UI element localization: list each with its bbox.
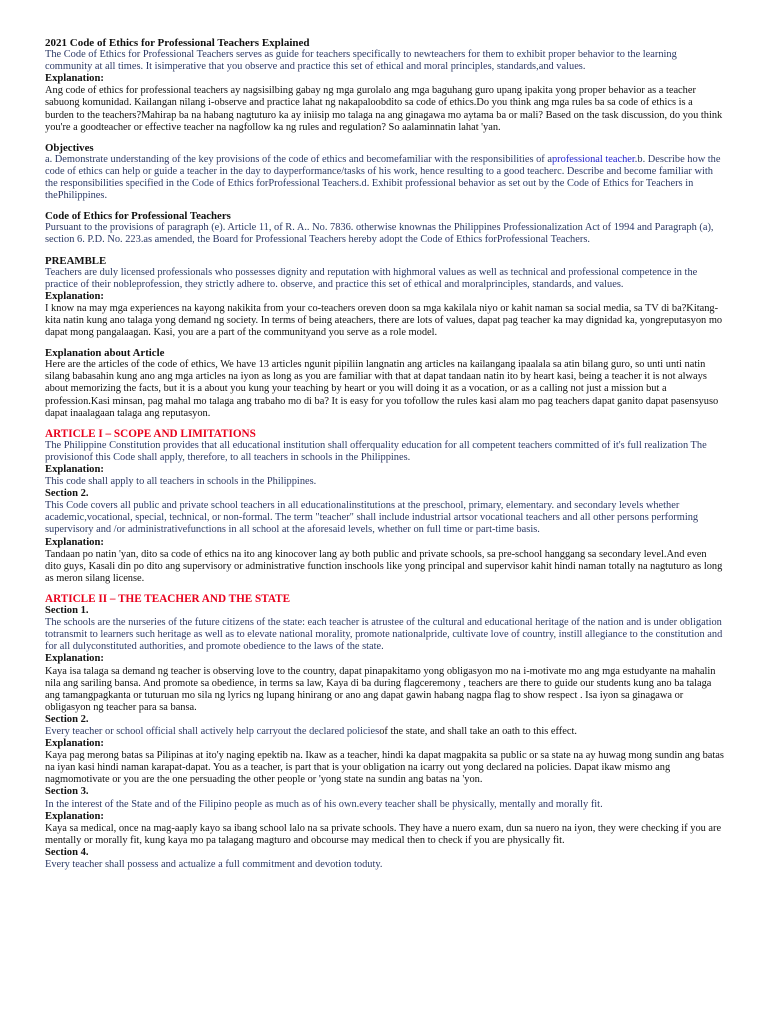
article-1-heading: ARTICLE I – SCOPE AND LIMITATIONS [45,427,256,440]
article-1-text: The Philippine Constitution provides that all educational institution shall offerquality education for all competent teachers committed of it's full realization The provisionof this Code shall apply, therefore, to all teachers in schools in the Philippines. [45,439,707,463]
objectives-text-b: .b. Describe how the code of ethics can help or guide a teacher in the day to dayperformance/tasks of his work, hence resulting to a good teacherc. Describe and become familiar with the responsibilities specified in the Code of Ethics forProfessional Teachers.d. Exhibit professional behavior as set out by the Code of Ethics for Teachers in thePhilippines. [45,153,721,202]
article-1-section-2-text: This Code covers all public and private school teachers in all educationalinstitutions at the preschool, primary, elementary. and secondary levels whether academic,vocational, special, technical, or non-formal. The term "teacher" shall include industrial artsor vocational teachers and all other persons performing supervisory and /or administrativefunctions in all school at the aforesaid levels, whether on full time or part-time basis. [45,500,699,536]
article-1-explanation-text: This code shall apply to all teachers in schools in the Philippines. [45,476,317,488]
objectives-heading: Objectives [45,141,94,154]
article-2-section-2-text [45,726,724,738]
article-2-heading: ARTICLE II – THE TEACHER AND THE STATE [45,592,291,605]
article-2-section-4-label: Section 4. [45,846,89,858]
article-1-section-2-explanation-label: Explanation: [45,536,104,548]
article-2-section-4-text: Every teacher shall possess and actualize a full commitment and devotion toduty. [45,859,383,870]
article-2-section-3-label: Section 3. [45,786,89,798]
intro-paragraph: The Code of Ethics for Professional Teachers serves as guide for teachers specifically to newteachers for them to exhibit proper behavior to the learning community at all times. It isimperative that you observe and practice this set of ethical and moral principles, standards,and values. [45,49,677,73]
preamble-explanation-text: I know na may mga experiences na kayong nakikita from your co-teachers oreven doon sa mga kakilala niyo or kahit naman sa social media, sa TV di ba?Kitang-kita natin kung ano talaga yong demand ng society. In terms of being ateachers, there are lots of values, dapat pag teacher ka may dignidad ka, yongreputasyon mo dapat mong pangalaagan. Kasi, you are a part of the communityand you serve as a role model. [45,302,723,339]
intro-explanation-label: Explanation: [45,73,104,85]
about-article-heading: Explanation about Article [45,347,165,360]
article-2-section-1-explanation-text: Kaya isa talaga sa demand ng teacher is observing love to the country, dapat pinapakitamo yong obligasyon mo na i-motivate mo ang mga estudyante na mahalin nila ang sariling bansa. And promote sa obedience, in terms sa law, Kaya di ba during flagceremony , teachers are there to guide our students kung ano ba talaga ang tamangpagkanta or tuturuan mo sila ng lyrics ng lupang hinirang or ano ang dapat gawin habang nagpa flag to show respect . Isa iyon sa ginagawa or obligasyon ng teacher para sa bansa. [45,665,716,713]
intro-explanation-text: Ang code of ethics for professional teachers ay nagsisilbing gabay ng mga gurolalo ang mga baguhang guro upang ipakita yong proper behavior as a teacher sabuong komunidad. Kailangan nilang i-observe and practice lahat ng nakapaloobdito sa code of ethics.Do you think ang mga rules ba sa code of ethics is a burden to the teachers?Mahirap ba na habang nagtuturo ka ay iniisip mo talaga na ang ginagawa mo aytama ba or mali? Based on the task discussion, do you think you're a goodteacher or effective teacher na nagfollow ka ng rules and regulation? So aalaminnatin lahat 'yan. [45,85,723,133]
preamble-explanation-label: Explanation: [45,290,104,302]
code-of-ethics-heading: Code of Ethics for Professional Teachers [45,210,231,223]
article-1-section-2-label: Section 2. [45,488,89,500]
objectives-text [45,154,724,202]
document-title: 2021 Code of Ethics for Professional Teachers Explained [45,37,310,49]
about-article-text: Here are the articles of the code of ethics, We have 13 articles ngunit pipiliin langnatin ang articles na kailangang ipaalala sa atin bilang guro, so unti unti natin silang babasahin kung ano ang mga articles na iyon as long as you are familiar with that at dapat tandaan natin ito by heart kasi, being a teacher it is not always about memorizing the facts, but it is a about you kung your teaching by heart or you will doing it as a vocation, or as a calling not just a mission but a profession.Kasi minsan, pag mahal mo talaga ang trabaho mo di ba? It is easy for you tofollow the rules kasi alam mo pag teachers dapat ganito dapat pasensyuso dapat inaalagaan talaga ang reputasyon. [45,359,719,419]
article-1-explanation-label: Explanation: [45,464,104,475]
article-2-section-2-explanation-text: Kaya pag merong batas sa Pilipinas at ito'y naging epektib na. Ikaw as a teacher, hindi ka dapat magpakita sa public or sa state na ay huwag mong sundin ang batas na iyan kasi hindi naman karapat-dapat. You as a teacher, is part that is your obligation na icarry out yong declared na policies. Dapat ikaw mismo ang nagmomotivate or you are the one persuading the other people or 'yong state na sundin ang batas na 'yon. [45,750,724,786]
article-2-section-2-text-b: of the state, and shall take an oath to this effect. [379,725,577,737]
preamble-heading: PREAMBLE [45,254,107,267]
article-2-section-3-explanation-label: Explanation: [45,810,104,822]
article-2-section-1-text: The schools are the nurseries of the future citizens of the state: each teacher is atrustee of the cultural and educational heritage of the nation and is under obligation totransmit to learners such heritage as well as to elevate national morality, promote nationalpride, cultivate love of country, instill allegiance to the constitution and for all dulyconstituted authorities, and promote obedience to the laws of the state. [45,617,723,653]
preamble-text: Teachers are duly licensed professionals who possesses dignity and reputation with highmoral values as well as technical and professional competence in the practice of their nobleprofession, they strictly adhere to. observe, and practice this set of ethical and moralprinciples, standards, and values. [45,266,698,290]
article-2-section-2-explanation-label: Explanation: [45,738,104,750]
article-2-section-3-text: In the interest of the State and of the Filipino people as much as of his own.every teacher shall be physically, mentally and morally fit. [45,798,603,810]
article-1-section-2-explanation-text: Tandaan po natin 'yan, dito sa code of ethics na ito ang kinocover lang ay both public and private schools, sa pre-school hanggang sa secondary level.And even dito guys, Kasali din po dito ang supervisory or administrative function inschools like yong principal and supervisor kahit hindi naman totally na nagtuturo as long as meron silang license. [45,548,723,584]
article-2-section-2-label: Section 2. [45,713,89,725]
code-of-ethics-text: Pursuant to the provisions of paragraph (e). Article 11, of R. A.. No. 7836. otherwise knownas the Philippines Professionalization Act of 1994 and Paragraph (a), section 6. P.D. No. 223.as amended, the Board for Professional Teachers hereby adopt the Code of Ethics forProfessional Teachers. [45,222,714,246]
article-2-section-1-explanation-label: Explanation: [45,653,104,665]
professional-teacher-link[interactable]: professional teacher [551,153,635,165]
article-2-section-3-explanation-text: Kaya sa medical, once na mag-aaply kayo sa ibang school lalo na sa private schools. They have a nuero exam, dun sa nuero na iyon, they were checking if you are mentally or morally fit, kung kaya mo pa talagang magturo and obcourse may medical then to check if you are physically fit. [45,822,722,846]
article-2-section-1-label: Section 1. [45,605,89,617]
article-2-section-2-text-a: Every teacher or school official shall actively help carryout the declared policies [45,725,380,737]
objectives-text-a: a. Demonstrate understanding of the key provisions of the code of ethics and becomefamiliar with the responsibilities of a [45,153,552,165]
